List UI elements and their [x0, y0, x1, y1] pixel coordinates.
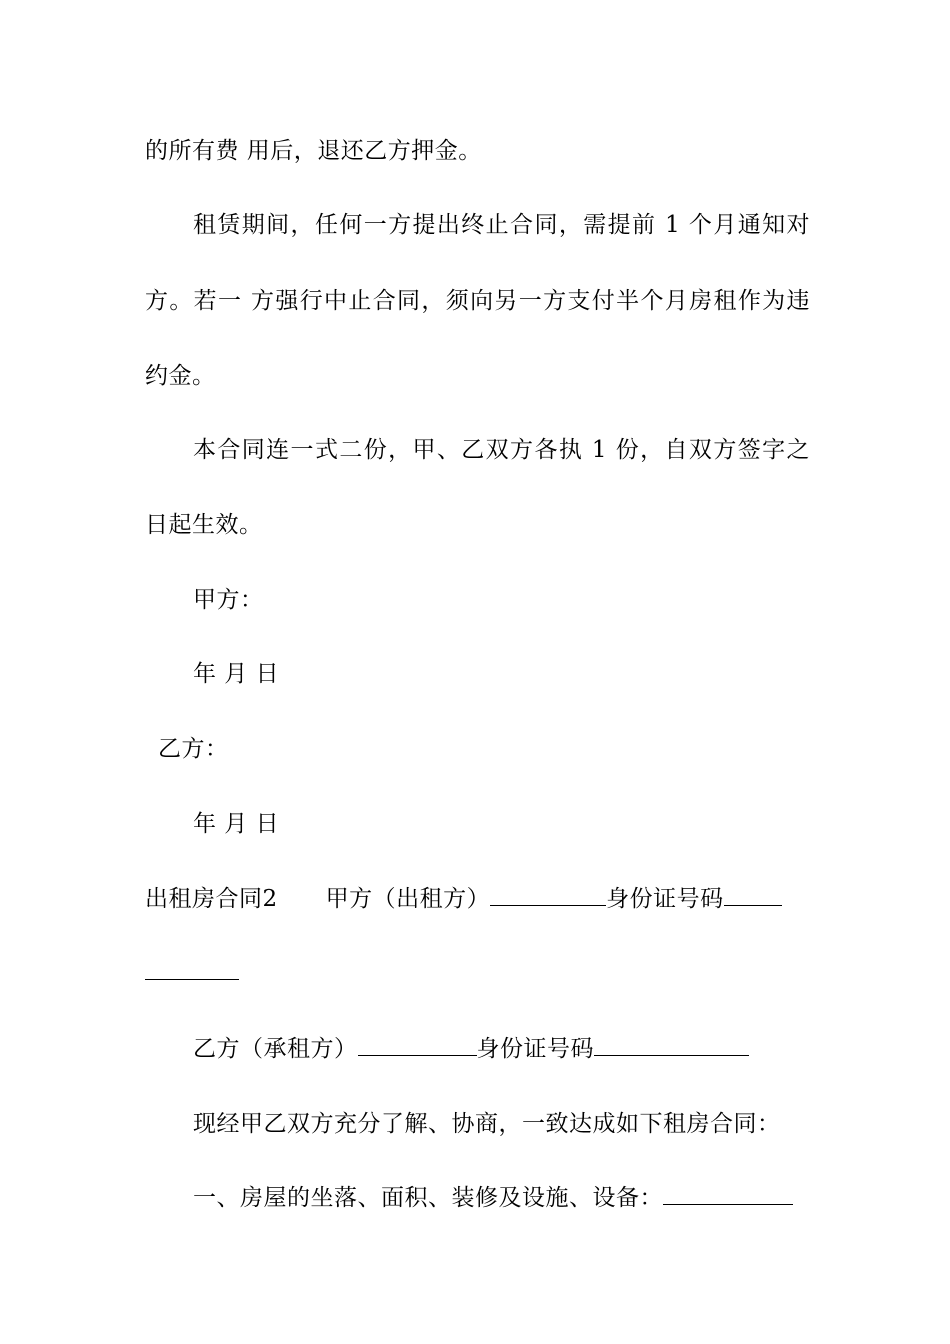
party-a-date: 年 月 日 [193, 661, 280, 687]
party-b-name-blank[interactable] [358, 1035, 477, 1056]
party-a-id-blank-continued[interactable] [145, 959, 239, 980]
text-line-5: 本合同连一式二份，甲、乙双方各执 1 份，自双方签字之 [193, 437, 810, 463]
party-a-signature-label: 甲方： [193, 587, 264, 613]
party-b-id-blank[interactable] [594, 1035, 749, 1056]
text-line-3: 方。若一 方强行中止合同，须向另一方支付半个月房租作为违 [145, 288, 810, 314]
text-line-6: 日起生效。 [145, 512, 263, 538]
party-b-date: 年 月 日 [193, 811, 280, 837]
party-b-id-label: 身份证号码 [476, 1036, 594, 1062]
party-a-id-blank-continued-line [145, 958, 810, 988]
party-a-id-label: 身份证号码 [606, 886, 724, 912]
clause-1-heading: 一、房屋的坐落、面积、装修及设施、设备： [193, 1185, 663, 1211]
text-line-2: 租赁期间，任何一方提出终止合同，需提前 1 个月通知对 [193, 212, 810, 238]
party-a-name-blank[interactable] [490, 885, 606, 906]
clause-1-blank[interactable] [663, 1184, 793, 1205]
agreement-intro: 现经甲乙双方充分了解、协商，一致达成如下租房合同： [193, 1111, 781, 1137]
contract-2-title: 出租房合同2 [145, 886, 278, 912]
clause-1-line [193, 1183, 810, 1213]
party-b-label: 乙方（承租方） [193, 1036, 358, 1062]
text-line-4: 约金。 [145, 363, 216, 389]
contract-2-header-line [145, 884, 810, 914]
party-a-label: 甲方（出租方） [325, 886, 491, 912]
text-line-1: 的所有费 用后，退还乙方押金。 [145, 138, 482, 164]
party-a-id-blank[interactable] [724, 885, 782, 906]
party-b-signature-label: 乙方： [158, 736, 229, 762]
party-b-line [193, 1034, 810, 1064]
